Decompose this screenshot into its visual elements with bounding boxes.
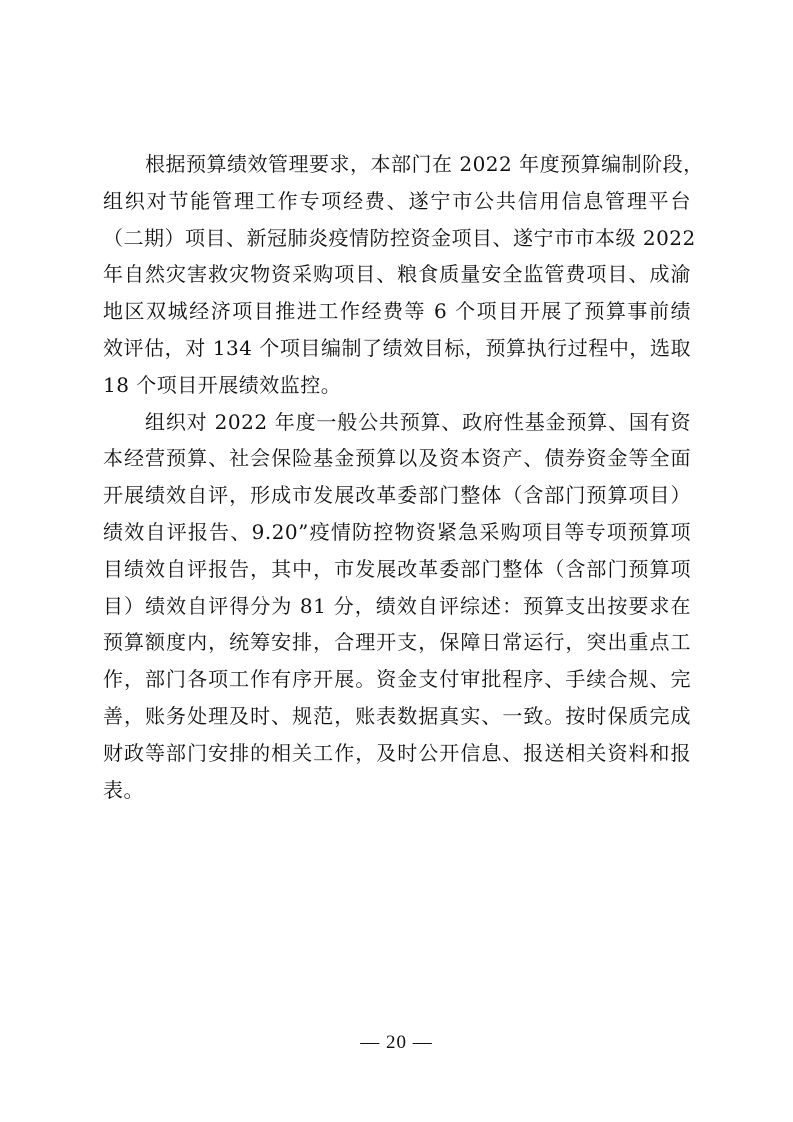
text-line: 开展绩效自评，形成市发展改革委部门整体（含部门预算项目） xyxy=(103,483,691,508)
body-text xyxy=(103,146,704,808)
text-line: 善，账务处理及时、规范，账表数据真实、一致。按时保质完成 xyxy=(103,703,691,728)
text-line: 18 个项目开展绩效监控。 xyxy=(103,372,342,397)
text-line: 年自然灾害救灾物资采购项目、粮食质量安全监管费项目、成渝 xyxy=(103,262,691,287)
text-line: 财政等部门安排的相关工作，及时公开信息、报送相关资料和报 xyxy=(103,740,691,765)
page-number: — 20 — xyxy=(360,1032,433,1053)
text-line: 绩效自评报告、9.20”疫情防控物资紧急采购项目等专项预算项 xyxy=(103,519,691,544)
text-line: 表。 xyxy=(103,777,144,802)
text-line: 根据预算绩效管理要求，本部门在 2022 年度预算编制阶段， xyxy=(145,152,704,176)
text-line: 组织对 2022 年度一般公共预算、政府性基金预算、国有资 xyxy=(145,409,691,434)
text-line: 组织对节能管理工作专项经费、遂宁市公共信用信息管理平台 xyxy=(103,188,691,213)
text-line: 本经营预算、社会保险基金预算以及资本资产、债券资金等全面 xyxy=(103,446,691,471)
text-line: 目绩效自评报告，其中，市发展改革委部门整体（含部门预算项 xyxy=(103,556,691,581)
text-line: 效评估，对 134 个项目编制了绩效目标，预算执行过程中，选取 xyxy=(103,335,691,360)
paragraph-2 xyxy=(103,404,691,809)
text-line: 地区双城经济项目推进工作经费等 6 个项目开展了预算事前绩 xyxy=(103,299,691,324)
text-line: 目）绩效自评得分为 81 分，绩效自评综述：预算支出按要求在 xyxy=(103,593,691,618)
text-line: （二期）项目、新冠肺炎疫情防控资金项目、遂宁市市本级 2022 xyxy=(103,225,696,250)
text-line: 预算额度内，统筹安排，合理开支，保障日常运行，突出重点工 xyxy=(103,630,691,655)
paragraph-1 xyxy=(103,146,704,404)
text-line: 作，部门各项工作有序开展。资金支付审批程序、手续合规、完 xyxy=(103,667,691,692)
